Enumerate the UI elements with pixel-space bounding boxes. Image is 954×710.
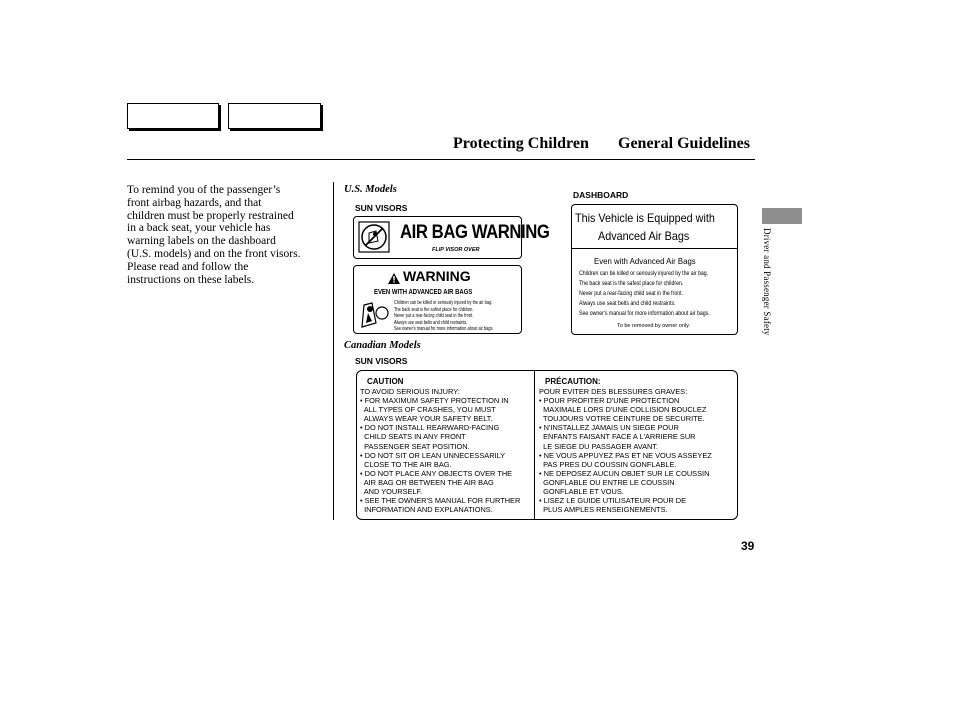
dashboard-line: Children can be killed or seriously injured by the air bag. [579, 270, 709, 277]
dashboard-label-rule [572, 248, 737, 249]
caution-title: CAUTION [367, 377, 404, 386]
warning-subtitle: EVEN WITH ADVANCED AIR BAGS [374, 289, 473, 296]
us-sun-visors-caption: SUN VISORS [355, 203, 408, 213]
dashboard-label-title-1: This Vehicle is Equipped with [575, 211, 715, 225]
precaution-title: PRÉCAUTION: [545, 377, 601, 386]
dashboard-line: Always use seat belts and child restraints. [579, 300, 676, 307]
section-side-tab[interactable] [762, 208, 802, 224]
warning-line: Children can be killed or seriously injured by the air bag. [394, 300, 493, 306]
dashboard-caption: DASHBOARD [573, 190, 629, 200]
canadian-visor-label [356, 370, 738, 520]
warning-label [353, 265, 522, 334]
warning-line: Always use seat belts and child restraints. [394, 319, 468, 326]
airbag-warning-title: AIR BAG WARNING [400, 222, 550, 243]
airbag-warning-label [353, 216, 550, 259]
us-models-heading: U.S. Models [344, 184, 397, 195]
no-child-seat-icon [358, 221, 390, 253]
precaution-text: POUR EVITER DES BLESSURES GRAVES: • POUR PROFITER D'UNE PROTECTION MAXIMALE LORS D'UNE COLLISION BOUCLEZ TOUJOURS VOTRE CEINTURE DE SECURITE. • N'INSTALLEZ JAMAIS UN SIEGE POUR ENFANTS FAISANT FACE A L'ARRIERE SUR LE SIEGE DU PASSAGER AVANT. • NE VOUS APPUYEZ PAS ET NE VOUS ASSEYEZ PAS PRES DU COUSSIN GONFLABLE. • NE DEPOSEZ AUCUN OBJET SUR LE COUSSIN GONFLABLE OU ENTRE LE COUSSIN GONFLABLE ET VOUS. • LISEZ LE GUIDE UTILISATEUR POUR DE PLUS AMPLES RENSEIGNEMENTS. [539, 387, 712, 515]
dashboard-line: The back seat is the safest place for children. [579, 280, 684, 287]
dashboard-text-lines [579, 269, 735, 319]
airbag-warning-subtitle: FLIP VISOR OVER [432, 247, 480, 253]
dashboard-label [571, 204, 738, 335]
dashboard-label-title-2: Advanced Air Bags [598, 229, 690, 243]
child-seat-airbag-icon [358, 299, 390, 334]
section-side-label: Driver and Passenger Safety [762, 228, 772, 336]
warning-title: WARNING [403, 268, 471, 284]
header-rule [127, 159, 755, 160]
canadian-sun-visors-caption: SUN VISORS [355, 356, 408, 366]
page-number: 39 [741, 539, 755, 553]
prev-section-button[interactable] [127, 103, 219, 129]
dashboard-line: Never put a rear-facing child seat in the front. [579, 290, 684, 297]
canadian-models-heading: Canadian Models [344, 340, 421, 351]
page-title: General Guidelines [618, 135, 750, 152]
intro-paragraph: To remind you of the passenger’s front airbag hazards, and that children must be properly restrained in a back seat, your vehicle has warning labels on the dashboard (U.S. models) and on the front visors. Please read and follow the instructions on these labels. [127, 184, 301, 286]
warning-text-lines [394, 300, 518, 333]
canadian-label-divider [534, 371, 535, 519]
section-title: Protecting Children [453, 135, 589, 152]
warning-triangle-icon [388, 271, 400, 289]
caution-text: TO AVOID SERIOUS INJURY: • FOR MAXIMUM SAFETY PROTECTION IN ALL TYPES OF CRASHES, YOU MUST ALWAYS WEAR YOUR SAFETY BELT. • DO NOT INSTALL REARWARD-FACING CHILD SEATS IN ANY FRONT PASSENGER SEAT POSITION. • DO NOT SIT OR LEAN UNNECESSARILY CLOSE TO THE AIR BAG. • DO NOT PLACE ANY OBJECTS OVER THE AIR BAG OR BETWEEN THE AIR BAG AND YOURSELF. • SEE THE OWNER'S MANUAL FOR FURTHER INFORMATION AND EXPLANATIONS. [360, 387, 521, 515]
dashboard-label-subtitle: Even with Advanced Air Bags [594, 256, 696, 266]
dashboard-label-footer: To be removed by owner only. [617, 323, 690, 329]
column-divider [333, 182, 334, 520]
warning-line: The back seat is the safest place for children. [394, 306, 474, 313]
warning-line: See owner's manual for more information about air bags. [394, 326, 494, 332]
dashboard-line: See owner's manual for more information about air bags. [579, 310, 710, 317]
warning-line: Never put a rear-facing child seat in the front. [394, 313, 474, 319]
next-section-button[interactable] [228, 103, 321, 129]
